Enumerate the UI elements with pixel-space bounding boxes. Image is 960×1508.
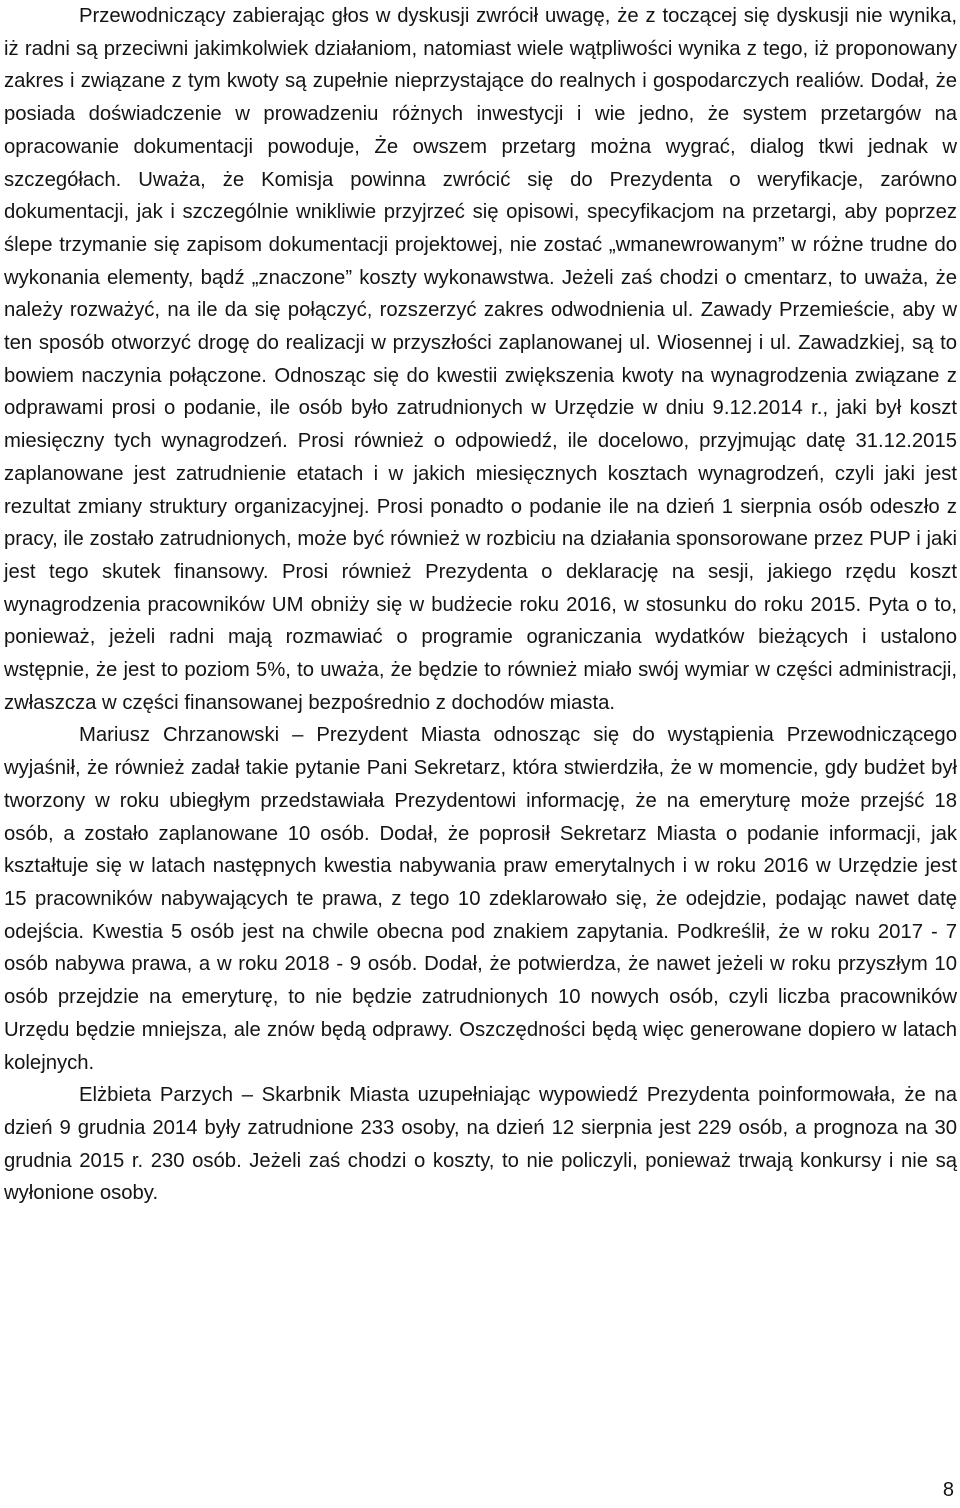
page-number: 8 (942, 1479, 954, 1501)
paragraph-president-response: Mariusz Chrzanowski – Prezydent Miasta odnosząc się do wystąpienia Przewodniczącego wyjaśnił, że również zadał takie pytanie Pani Sekretarz, która stwierdziła, że w momencie, gdy budżet był tworzony w roku ubiegłym przedstawiała Prezydentowi informację, że na emeryturę może przejść 18 osób, a zostało zaplanowane 10 osób. Dodał, że poprosił Sekretarz Miasta o podanie informacji, jak kształtuje się w latach następnych kwestia nabywania praw emerytalnych i w roku 2016 w Urzędzie jest 15 pracowników nabywających te prawa, z tego 10 zdeklarowało się, że odejdzie, podając nawet datę odejścia. Kwestia 5 osób jest na chwile obecna pod znakiem zapytania. Podkreślił, że w roku 2017 - 7 osób nabywa prawa, a w roku 2018 - 9 osób. Dodał, że potwierdza, że nawet jeżeli w roku przyszłym 10 osób przejdzie na emeryturę, to nie będzie zatrudnionych 10 nowych osób, czyli liczba pracowników Urzędu będzie mniejsza, ale znów będą odprawy. Oszczędności będą więc generowane dopiero w latach kolejnych. (4, 724, 957, 1074)
paragraph-chairman-statement: Przewodniczący zabierając głos w dyskusji zwrócił uwagę, że z toczącej się dyskusji nie wynika, iż radni są przeciwni jakimkolwiek działaniom, natomiast wiele wątpliwości wynika z tego, iż proponowany zakres i związane z tym kwoty są zupełnie nieprzystające do realnych i gospodarczych realiów. Dodał, że posiada doświadczenie w prowadzeniu różnych inwestycji i wie jedno, że system przetargów na opracowanie dokumentacji powoduje, Że owszem przetarg można wygrać, dialog tkwi jednak w szczegółach. Uważa, że Komisja powinna zwrócić się do Prezydenta o weryfikacje, zarówno dokumentacji, jak i szczególnie wnikliwie przyjrzeć się opisowi, specyfikacjom na przetargi, aby poprzez ślepe trzymanie się zapisom dokumentacji projektowej, nie zostać „wmanewrowanym” w różne trudne do wykonania elementy, bądź „znaczone” koszty wykonawstwa. Jeżeli zaś chodzi o cmentarz, to uważa, że należy rozważyć, na ile da się połączyć, rozszerzyć zakres odwodnienia ul. Zawady Przemieście, aby w ten sposób otworzyć drogę do realizacji w przyszłości zaplanowanej ul. Wiosennej i ul. Zawadzkiej, są to bowiem naczynia połączone. Odnosząc się do kwestii zwiększenia kwoty na wynagrodzenia związane z odprawami prosi o podanie, ile osób było zatrudnionych w Urzędzie w dniu 9.12.2014 r., jaki był koszt miesięczny tych wynagrodzeń. Prosi również o odpowiedź, ile docelowo, przyjmując datę 31.12.2015 zaplanowane jest zatrudnienie etatach i w jakich miesięcznych kosztach wynagrodzeń, czyli jaki jest rezultat zmiany struktury organizacyjnej. Prosi ponadto o podanie ile na dzień 1 sierpnia osób odeszło z pracy, ile zostało zatrudnionych, może być również w rozbiciu na działania sponsorowane przez PUP i jaki jest tego skutek finansowy. Prosi również Prezydenta o deklarację na sesji, jakiego rzędu koszt wynagrodzenia pracowników UM obniży się w budżecie roku 2016, w stosunku do roku 2015. Pyta o to, ponieważ, jeżeli radni mają rozmawiać o programie ograniczania wydatków bieżących i ustalono wstępnie, że jest to poziom 5%, to uważa, że będzie to również miało swój wymiar w części administracji, zwłaszcza w części finansowanej bezpośrednio z dochodów miasta. (4, 5, 957, 714)
paragraph-treasurer-supplement: Elżbieta Parzych – Skarbnik Miasta uzupełniając wypowiedź Prezydenta poinformowała, że na dzień 9 grudnia 2014 były zatrudnione 233 osoby, na dzień 12 sierpnia jest 229 osób, a prognoza na 30 grudnia 2015 r. 230 osób. Jeżeli zaś chodzi o koszty, to nie policzyli, ponieważ trwają konkursy i nie są wyłonione osoby. (4, 1084, 957, 1205)
